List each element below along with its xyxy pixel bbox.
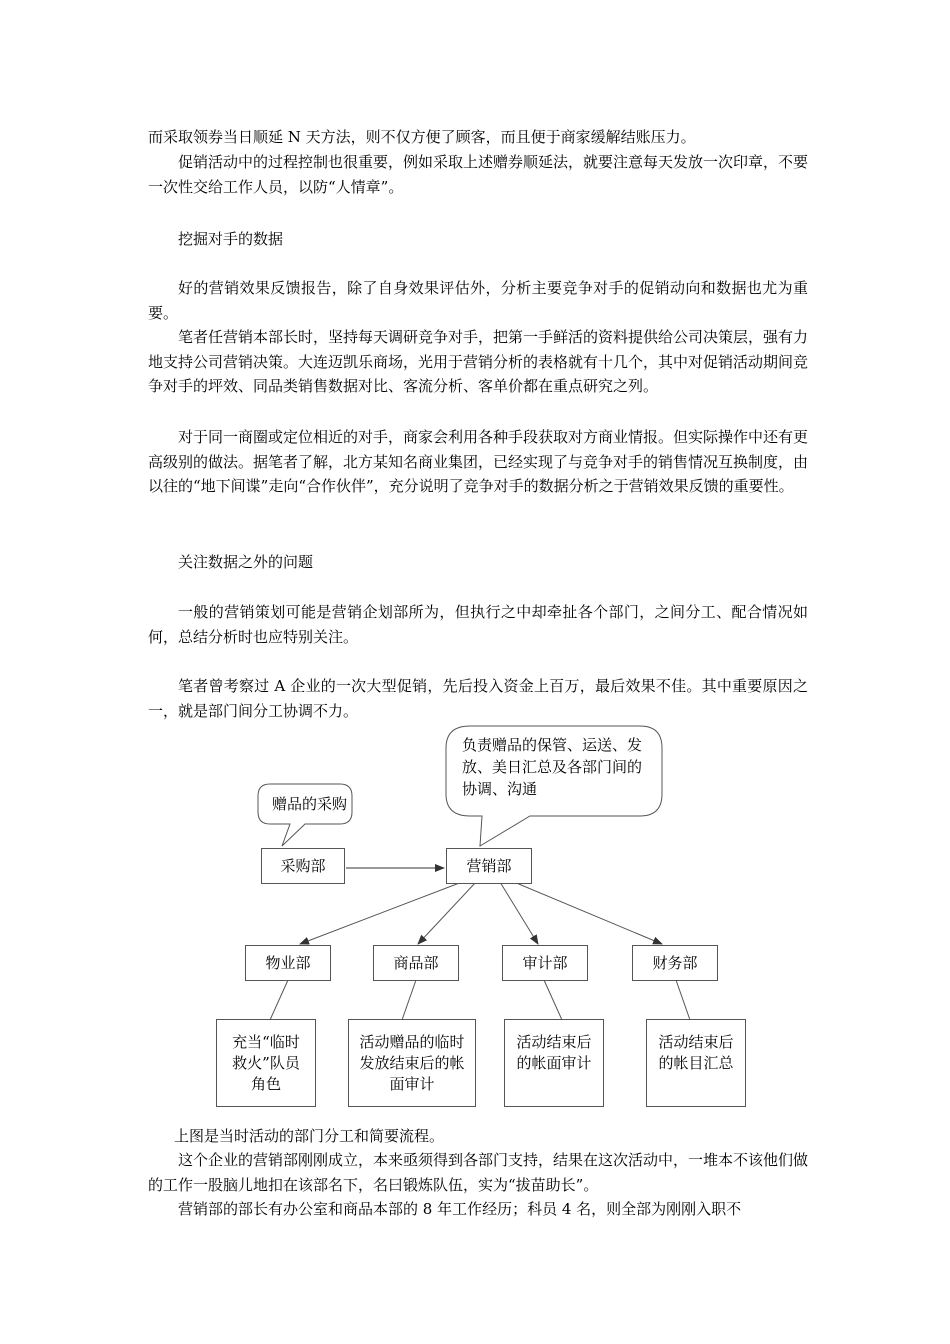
- line-finance-to-note: [676, 980, 690, 1020]
- paragraph-3: 好的营销效果反馈报告，除了自身效果评估外，分析主要竞争对手的促销动向和数据也尤为重要。: [148, 279, 808, 322]
- paragraph-9: 这个企业的营销部刚刚成立，本来亟须得到各部门支持，结果在这次活动中，一堆本不该他们做的工作一股脑儿地扣在该部名下，名曰锻炼队伍，实为“拔苗助长”。: [148, 1151, 809, 1194]
- dept-box-property: 物业部: [245, 945, 331, 981]
- note-box-audit: 活动结束后的帐面审计: [504, 1019, 604, 1107]
- arrow-marketing-to-property: [300, 882, 462, 944]
- paragraph-6: 一般的营销策划可能是营销企划部所为，但执行之中却牵扯各个部门，之间分工、配合情况如何，总结分析时也应特别关注。: [148, 603, 808, 646]
- dept-box-finance: 财务部: [632, 945, 718, 981]
- note-box-finance: 活动结束后的帐目汇总: [646, 1019, 746, 1107]
- purchase-bubble-text: 赠品的采购: [272, 795, 348, 813]
- line-goods-to-note: [402, 980, 416, 1020]
- paragraph-4: 笔者任营销本部长时，坚持每天调研竞争对手，把第一手鲜活的资料提供给公司决策层，强有力地支持公司营销决策。大连迈凯乐商场，光用于营销分析的表格就有十几个，其中对促销活动期间竞争对手的坪效、同品类销售数据对比、客流分析、客单价都在重点研究之列。: [148, 328, 809, 395]
- line-property-to-note: [270, 980, 288, 1020]
- note-box-property: 充当“临时救火”队员角色: [216, 1019, 316, 1107]
- dept-box-audit: 审计部: [502, 945, 588, 981]
- line-audit-to-note: [544, 980, 562, 1020]
- paragraph-8: 上图是当时活动的部门分工和简要流程。: [174, 1127, 445, 1145]
- paragraph-7: 笔者曾考察过 A 企业的一次大型促销，先后投入资金上百万，最后效果不佳。其中重要原因之一，就是部门间分工协调不力。: [148, 677, 808, 720]
- dept-box-marketing: 营销部: [446, 848, 532, 884]
- arrow-marketing-to-goods: [418, 882, 476, 944]
- note-box-goods: 活动赠品的临时发放结束后的帐面审计: [348, 1019, 476, 1107]
- dept-box-purchase: 采购部: [261, 848, 345, 884]
- arrow-marketing-to-finance: [514, 882, 662, 944]
- dept-box-goods: 商品部: [373, 945, 459, 981]
- paragraph-1: 而采取领券当日顺延 N 天方法，则不仅方便了顾客，而且便于商家缓解结账压力。: [148, 128, 696, 146]
- paragraph-2: 促销活动中的过程控制也很重要，例如采取上述赠券顺延法，就要注意每天发放一次印章，不要一次性交给工作人员，以防“人情章”。: [148, 153, 809, 196]
- section-heading-1: 挖掘对手的数据: [178, 230, 284, 248]
- paragraph-5: 对于同一商圈或定位相近的对手，商家会利用各种手段获取对方商业情报。但实际操作中还有更高级别的做法。据笔者了解，北方某知名商业集团，已经实现了与竞争对手的销售情况互换制度，由以往的“地下间谍”走向“合作伙伴”，充分说明了竞争对手的数据分析之于营销效果反馈的重要性。: [148, 428, 809, 495]
- marketing-bubble-text: 负责赠品的保管、运送、发放、美日汇总及各部门间的协调、沟通: [462, 736, 643, 798]
- paragraph-10: 营销部的部长有办公室和商品本部的 8 年工作经历；科员 4 名，则全部为刚刚入职不: [178, 1200, 742, 1218]
- section-heading-2: 关注数据之外的问题: [178, 553, 314, 571]
- arrow-marketing-to-audit: [500, 882, 538, 944]
